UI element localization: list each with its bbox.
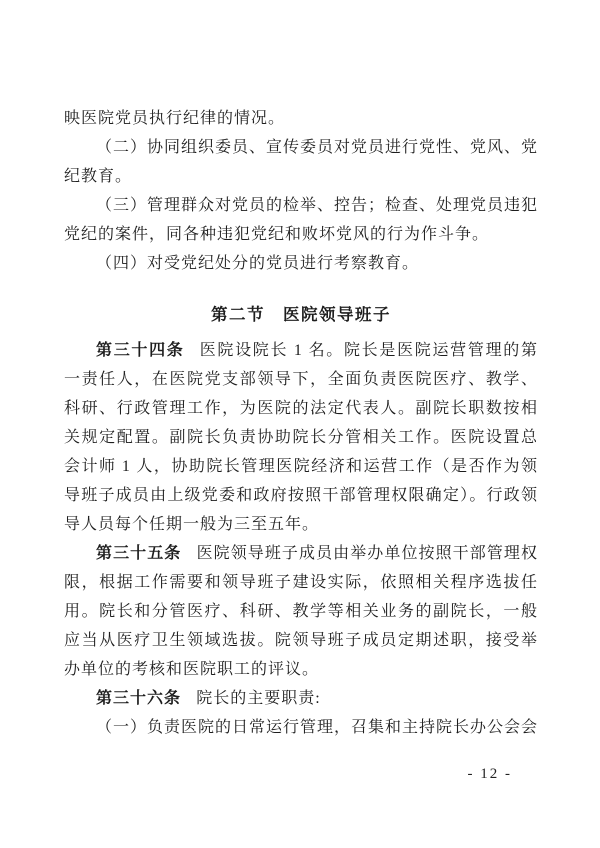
paragraph-continuation: 映医院党员执行纪律的情况。 (64, 110, 286, 127)
list-item-one: （一）负责医院的日常运行管理，召集和主持院长办公会会 (96, 719, 539, 736)
article-34-number: 第三十四条 (96, 342, 185, 359)
article-35 (64, 539, 538, 684)
list-item-three: （三）管理群众对党员的检举、控告；检查、处理党员违犯党纪的案件，同各种违犯党纪和败坏党风的行为作斗争。 (64, 197, 539, 243)
article-36-text: 院长的主要职责: (196, 690, 321, 707)
article-34 (64, 336, 538, 539)
list-item-four: （四）对受党纪处分的党员进行考察教育。 (96, 255, 420, 272)
section-heading: 第二节 医院领导班子 (211, 305, 391, 324)
article-34-text: 医院设院长 1 名。院长是医院运营管理的第一责任人，在医院党支部领导下，全面负责医院医疗、教学、科研、行政管理工作，为医院的法定代表人。副院长职数按相关规定配置。副院长负责协助院长分管相关工作。医院设置总会计师 1 人，协助院长管理医院经济和运营工作（是否作为领导班子成员由上级党委和政府按照干部管理权限确定）。行政领导人员每个任期一般为三至五年。 (64, 342, 538, 533)
document-body (64, 104, 538, 742)
list-item-two: （二）协同组织委员、宣传委员对党员进行党性、党风、党纪教育。 (64, 139, 539, 185)
article-36 (64, 684, 538, 713)
page-number: - 12 - (467, 766, 512, 782)
article-35-text: 医院领导班子成员由举办单位按照干部管理权限，根据工作需要和领导班子建设实际，依照相关程序选拔任用。院长和分管医疗、科研、教学等相关业务的副院长，一般应当从医疗卫生领域选拔。院领导班子成员定期述职，接受举办单位的考核和医院职工的评议。 (64, 545, 538, 678)
article-35-number: 第三十五条 (96, 545, 182, 562)
article-36-number: 第三十六条 (96, 690, 182, 707)
